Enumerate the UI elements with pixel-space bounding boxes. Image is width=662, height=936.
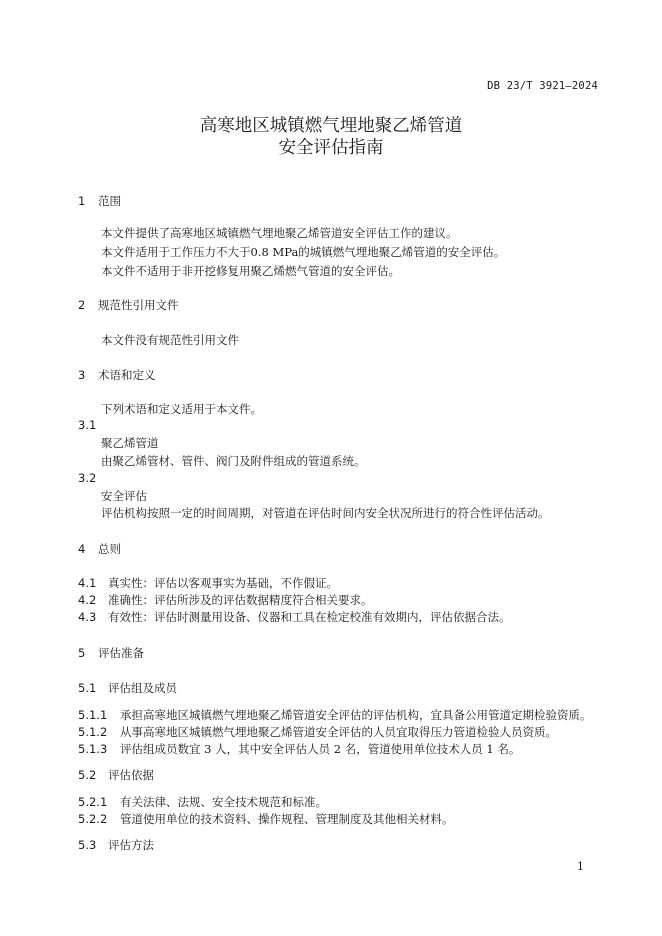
paragraph: 本文件适用于工作压力不大于0.8 MPa的城镇燃气埋地聚乙烯管道的安全评估。 — [101, 245, 506, 259]
clause-number: 4.2 — [78, 593, 97, 607]
subsection-number: 5.1 — [78, 681, 97, 695]
clause-number: 4.3 — [78, 610, 97, 624]
clause-item — [78, 609, 511, 625]
clause-number: 5.1.1 — [78, 708, 108, 722]
section-4-heading — [78, 541, 121, 557]
section-2-heading — [78, 297, 179, 313]
clause-text: 准确性：评估所涉及的评估数据精度符合相关要求。 — [108, 593, 373, 607]
subsection-title: 评估方法 — [108, 838, 154, 852]
document-title-line2: 安全评估指南 — [278, 138, 384, 158]
subsection-number: 5.3 — [78, 838, 97, 852]
clause-text: 承担高寒地区城镇燃气埋地聚乙烯管道安全评估的评估机构，宜具备公用管道定期检验资质。 — [120, 708, 592, 722]
term-number: 3.1 — [78, 418, 97, 432]
clause-item — [78, 811, 454, 827]
section-number: 3 — [78, 368, 86, 382]
section-title: 术语和定义 — [98, 368, 156, 382]
standard-code: DB 23/T 3921—2024 — [487, 80, 598, 92]
paragraph: 本文件没有规范性引用文件 — [101, 333, 239, 347]
subsection-5-1-heading — [78, 680, 177, 696]
clause-item — [78, 724, 557, 740]
clause-item — [78, 575, 338, 591]
section-5-heading — [78, 645, 144, 661]
clause-text: 从事高寒地区城镇燃气埋地聚乙烯管道安全评估的人员宜取得压力管道检验人员资质。 — [120, 725, 557, 739]
subsection-5-3-heading — [78, 837, 154, 853]
section-1-heading — [78, 193, 121, 209]
clause-item — [78, 707, 592, 723]
clause-number: 5.1.3 — [78, 742, 108, 756]
clause-text: 有效性：评估时测量用设备、仪器和工具在检定校准有效期内，评估依据合法。 — [108, 610, 511, 624]
clause-number: 4.1 — [78, 576, 97, 590]
clause-item — [78, 592, 373, 608]
clause-text: 真实性：评估以客观事实为基础，不作假证。 — [108, 576, 338, 590]
clause-text: 评估组成员数宜 3 人，其中安全评估人员 2 名，管道使用单位技术人员 1 名。 — [120, 742, 521, 756]
clause-number: 5.1.2 — [78, 725, 108, 739]
term-name: 安全评估 — [101, 489, 147, 503]
section-number: 2 — [78, 298, 86, 312]
section-number: 1 — [78, 194, 86, 208]
term-number: 3.2 — [78, 471, 97, 485]
clause-item — [78, 741, 520, 757]
clause-number: 5.2.1 — [78, 795, 108, 809]
section-number: 4 — [78, 542, 86, 556]
paragraph: 本文件提供了高寒地区城镇燃气埋地聚乙烯管道安全评估工作的建议。 — [101, 226, 458, 240]
subsection-5-2-heading — [78, 767, 154, 783]
clause-text: 管道使用单位的技术资料、操作规程、管理制度及其他相关材料。 — [120, 812, 454, 826]
section-title: 范围 — [98, 194, 121, 208]
clause-number: 5.2.2 — [78, 812, 108, 826]
section-number: 5 — [78, 646, 86, 660]
term-name: 聚乙烯管道 — [101, 436, 159, 450]
term-definition: 评估机构按照一定的时间周期，对管道在评估时间内安全状况所进行的符合性评估活动。 — [101, 506, 550, 520]
subsection-title: 评估依据 — [108, 768, 154, 782]
section-3-heading — [78, 367, 156, 383]
paragraph: 本文件不适用于非开挖修复用聚乙烯燃气管道的安全评估。 — [101, 264, 400, 278]
subsection-title: 评估组及成员 — [108, 681, 177, 695]
clause-item — [78, 794, 327, 810]
section-title: 总则 — [98, 542, 121, 556]
section-title: 评估准备 — [98, 646, 144, 660]
subsection-number: 5.2 — [78, 768, 97, 782]
document-title-line1: 高寒地区城镇燃气埋地聚乙烯管道 — [199, 116, 463, 136]
section-title: 规范性引用文件 — [98, 298, 179, 312]
clause-text: 有关法律、法规、安全技术规范和标准。 — [120, 795, 327, 809]
paragraph: 下列术语和定义适用于本文件。 — [101, 402, 262, 416]
term-definition: 由聚乙烯管材、管件、阀门及附件组成的管道系统。 — [101, 454, 366, 468]
page-number: 1 — [577, 860, 584, 873]
